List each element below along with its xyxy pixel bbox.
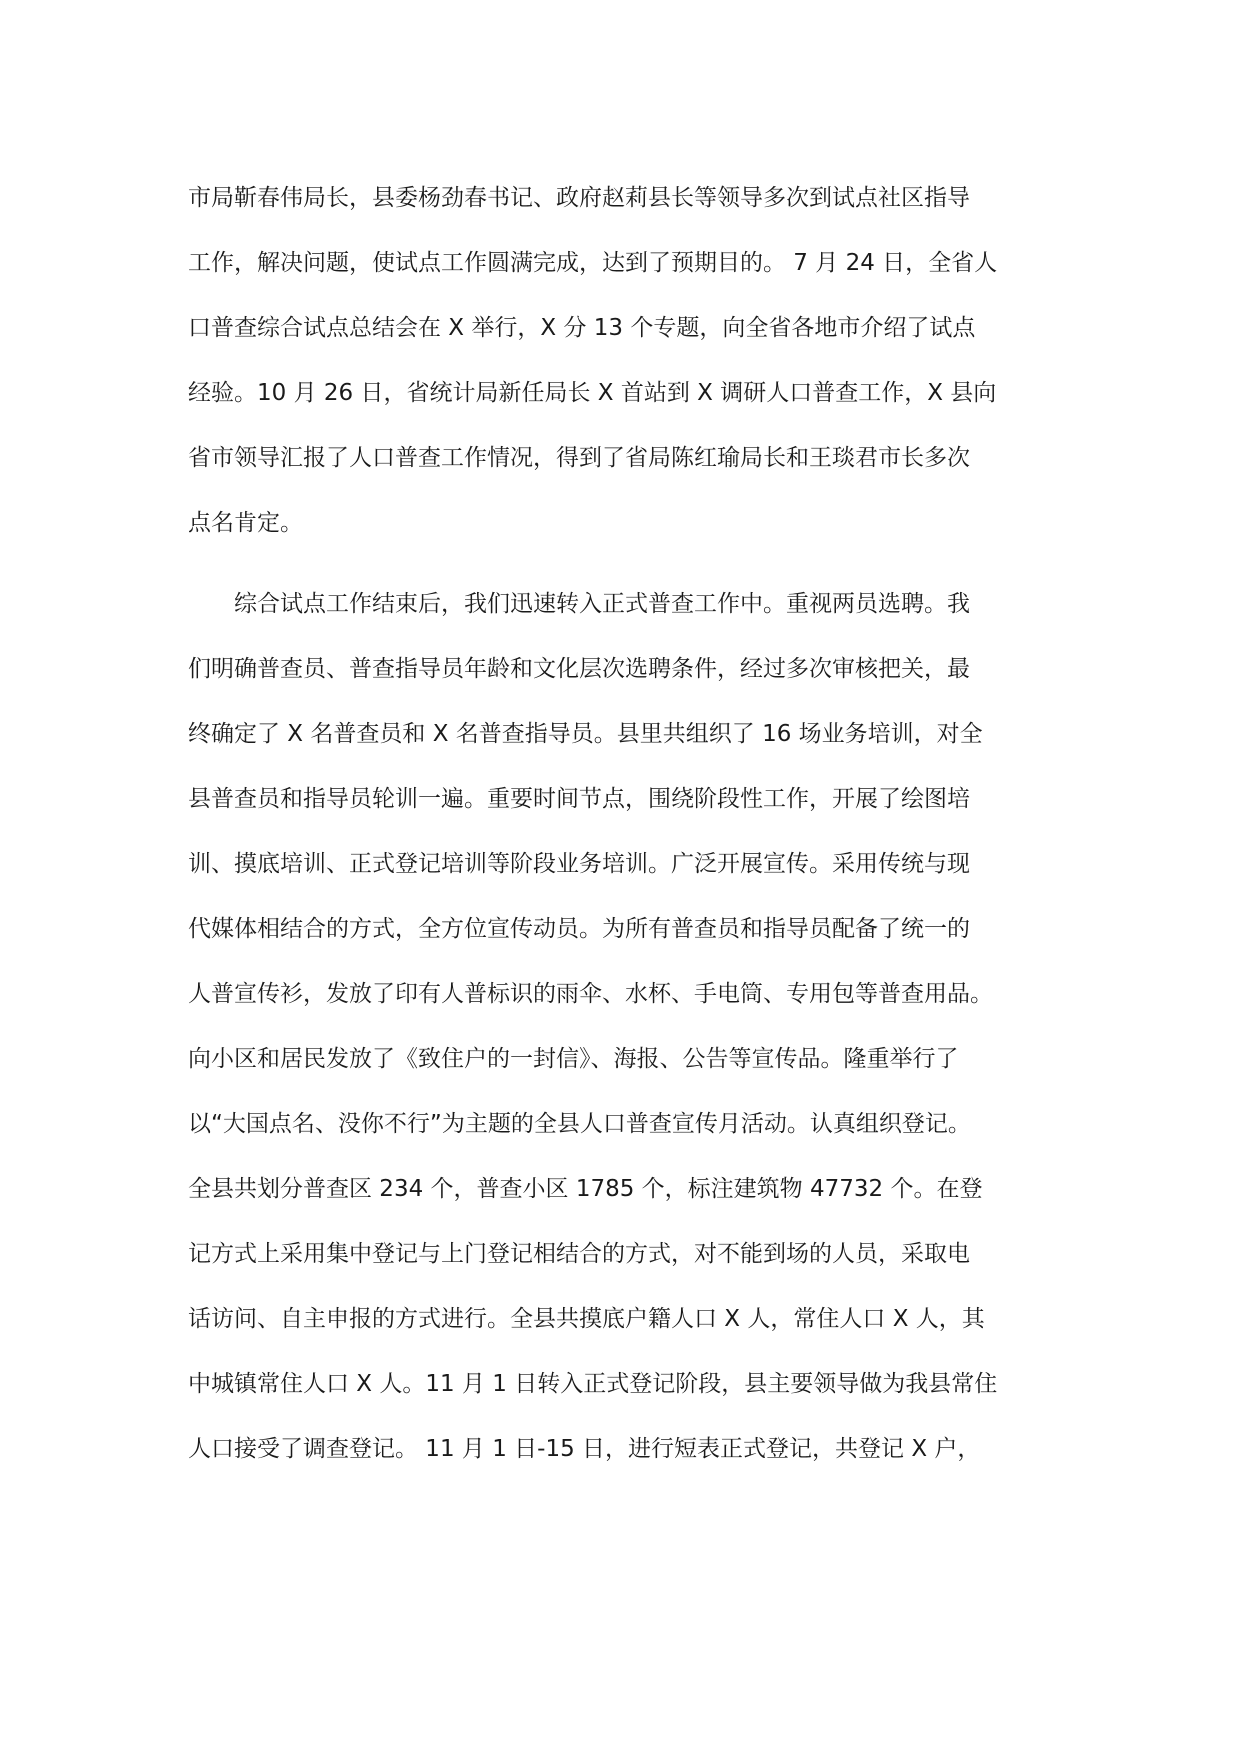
text-line: 代媒体相结合的方式，全方位宣传动员。为所有普查员和指导员配备了统一的 <box>188 916 970 942</box>
text-line: 训、摸底培训、正式登记培训等阶段业务培训。广泛开展宣传。采用传统与现 <box>188 851 970 877</box>
text-line: 中城镇常住人口 X 人。11 月 1 日转入正式登记阶段，县主要领导做为我县常住 <box>188 1371 998 1397</box>
text-line: 人普宣传衫，发放了印有人普标识的雨伞、水杯、手电筒、专用包等普查用品。 <box>188 981 993 1007</box>
text-line: 口普查综合试点总结会在 X 举行，X 分 13 个专题，向全省各地市介绍了试点 <box>188 315 976 341</box>
text-line: 话访问、自主申报的方式进行。全县共摸底户籍人口 X 人，常住人口 X 人，其 <box>188 1306 985 1332</box>
text-line: 县普查员和指导员轮训一遍。重要时间节点，围绕阶段性工作，开展了绘图培 <box>188 786 970 812</box>
text-line: 工作，解决问题，使试点工作圆满完成，达到了预期目的。 7 月 24 日，全省人 <box>188 250 998 276</box>
text-line: 向小区和居民发放了《致住户的一封信》、海报、公告等宣传品。隆重举行了 <box>188 1046 959 1072</box>
text-line: 们明确普查员、普查指导员年龄和文化层次选聘条件，经过多次审核把关，最 <box>188 656 970 682</box>
paragraph-text <box>188 166 1068 556</box>
text-line: 市局靳春伟局长，县委杨劲春书记、政府赵莉县长等领导多次到试点社区指导 <box>188 185 970 211</box>
paragraph-1 <box>188 166 1068 556</box>
paragraph-2 <box>188 572 1068 1482</box>
text-line: 人口接受了调查登记。 11 月 1 日-15 日，进行短表正式登记，共登记 X 户， <box>188 1436 981 1462</box>
text-line: 全县共划分普查区 234 个，普查小区 1785 个，标注建筑物 47732 个。在登 <box>188 1176 983 1202</box>
text-line: 记方式上采用集中登记与上门登记相结合的方式，对不能到场的人员，采取电 <box>188 1241 970 1267</box>
text-line: 省市领导汇报了人口普查工作情况，得到了省局陈红瑜局长和王琰君市长多次 <box>188 445 970 471</box>
text-line: 经验。10 月 26 日，省统计局新任局长 X 首站到 X 调研人口普查工作，X 县向 <box>188 380 997 406</box>
text-line: 终确定了 X 名普查员和 X 名普查指导员。县里共组织了 16 场业务培训，对全 <box>188 721 983 747</box>
paragraph-text <box>188 572 1068 1482</box>
text-line: 点名肯定。 <box>188 510 303 536</box>
text-line: 综合试点工作结束后，我们迅速转入正式普查工作中。重视两员选聘。我 <box>188 591 970 617</box>
text-line: 以“大国点名、没你不行”为主题的全县人口普查宣传月活动。认真组织登记。 <box>188 1111 971 1137</box>
